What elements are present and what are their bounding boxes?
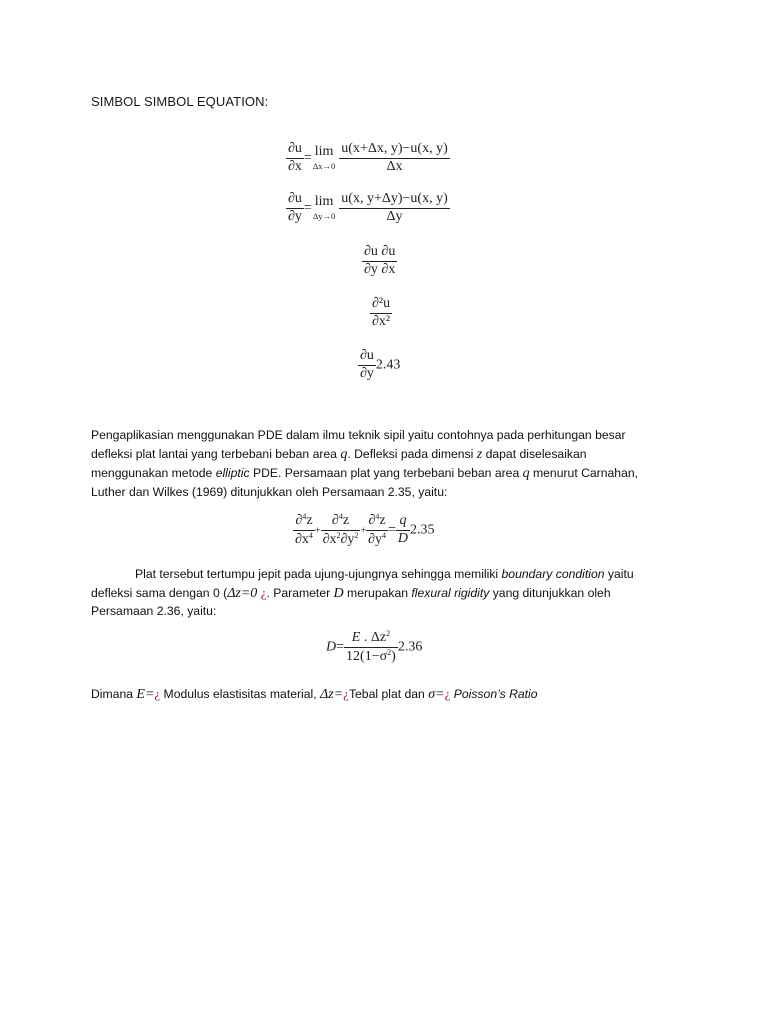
paragraph-2-line-3: Persamaan 2.36, yaitu: [91,604,217,618]
equation-2-43: $\frac{\partial u}{\partial y}$ 2.43 [360,348,401,381]
equation-mixed-partial: $\frac{\partial u \partial u}{\partial y \partial x}$ [364,244,396,277]
equation-2-36: D= $\frac{E . \Delta z^2}{12(1-\sigma^2)}$ 2.36 [326,629,423,664]
paragraph-3: Dimana E=¿ Modulus elastisitas material, Δz=¿Tebal plat dan σ=¿ Poisson’s Ratio [91,686,538,702]
equation-partial-x-limit: $\frac{\partial u}{\partial x}$ = lim Δx→0 $\frac{u(x+\Delta x, y)-u(x, y)}{\Delta x}$ [288,141,448,174]
paragraph-1-line-3: menggunakan metode elliptic PDE. Persamaan plat yang terbebani beban area q menurut Carnahan, [91,466,639,481]
equation-number: 2.35 [410,522,435,538]
equation-number: 2.36 [397,639,423,655]
page-heading: SIMBOL SIMBOL EQUATION: [91,94,269,109]
equation-second-partial: $\frac{\text{∂²u}}{\text{∂x²}}$ [372,296,391,329]
paragraph-1-line-2: defleksi plat lantai yang terbebani beban area q. Defleksi pada dimensi z dapat diselesaikan [91,447,587,462]
paragraph-2-line-1: Plat tersebut tertumpu jepit pada ujung-ujungnya sehingga memiliki boundary condition yaitu [135,567,634,581]
paragraph-1-line-4: Luther dan Wilkes (1969) ditunjukkan oleh Persamaan 2.35, yaitu: [91,485,448,499]
paragraph-1-line-1: Pengaplikasian menggunakan PDE dalam ilmu teknik sipil yaitu contohnya pada perhitungan besar [91,428,626,442]
paragraph-2-line-2: defleksi sama dengan 0 (Δz=0 ¿. Parameter D merupakan flexural rigidity yang ditunjukkan oleh [91,585,611,601]
equation-partial-y-limit: $\frac{\partial u}{\partial y}$ = lim Δy→0 $\frac{u(x, y+\Delta y)-u(x, y)}{\Delta y}$ [288,191,448,224]
equation-number: 2.43 [375,357,401,373]
equation-2-35: $\frac{\partial^4z}{\partial x^4}$ + $\frac{\partial^4z}{\partial x^2\partial y^2}$ + $\frac{\partial^4z}{\partial y^4}$ = $\frac{q}{D}$ 2.35 [295,512,435,547]
